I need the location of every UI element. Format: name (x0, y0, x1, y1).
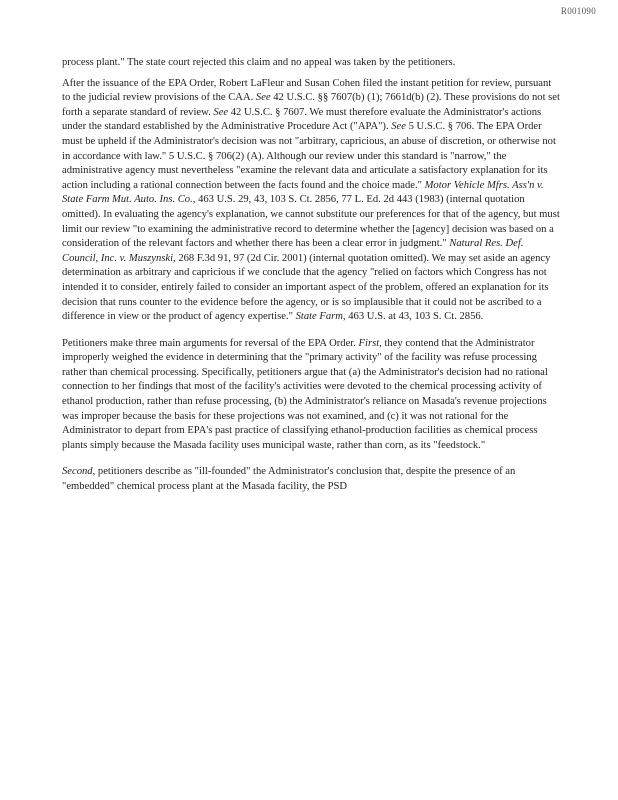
body-text-segment: 42 U.S.C. §§ 7607(b) (1); 7661d(b) (2). These provisions do not set forth a separate standard of review. (62, 92, 560, 118)
body-text-segment: 5 U.S.C. § 706. The EPA Order must be upheld if the Administrator's decision was not "arbitrary, capricious, an abuse of discretion, or otherwise not in accordance with law." 5 U.S.C. § 706(2) (A). Although our review under this standard is "narrow," the administrative agency must nevertheless "examine the relevant data and articulate a satisfactory explanation for its action including a rational connection between the facts found and the choice made." (62, 121, 556, 191)
citation-text: Second (62, 466, 93, 478)
citation-text: Natural Res. Def. Council, Inc. v. Muszynski (62, 238, 524, 264)
document-id: R001090 (560, 6, 596, 16)
paragraph-4 (62, 465, 562, 494)
paragraph-3 (62, 337, 562, 454)
body-text-segment: 42 U.S.C. § 7607. We must therefore evaluate the Administrator's actions under the standard established by the Administrative Procedure Act ("APA"). (62, 106, 542, 133)
body-text-segment: , 268 F.3d 91, 97 (2d Cir. 2001) (internal quotation omitted). We may set aside an agency determination as arbitrary and capricious if we conclude that the agency "relied on factors which Congress has not intended it to consider, entirely failed to consider an important aspect of the problem, offered an explanation for its decision that runs counter to the evidence before the agency, or is so implausible that it could not be ascribed to a difference in view or the product of agency expertise." (62, 252, 551, 323)
citation-text: See (213, 106, 229, 118)
body-text-segment: Petitioners make three main arguments for reversal of the EPA Order. (62, 337, 359, 349)
body-text-segment: , 463 U.S. at 43, 103 S. Ct. 2856. (342, 311, 484, 323)
citation-text: First (358, 337, 380, 349)
citation-text: Motor Vehicle Mfrs. Ass'n v. State Farm Mut. Auto. Ins. Co. (62, 179, 544, 206)
citation-text: See (255, 92, 271, 104)
document-body (62, 56, 562, 503)
citation-text: See (391, 121, 406, 133)
body-text-segment: , they contend that the Administrator improperly weighed the evidence in determining that the "primary activity" of the facility was refuse processing rather than chemical processing. Specifically, petitioners argue that (a) the Administrator's decision had no rational connection to her findings that most of the facility's activities were devoted to the chemical processing activity of ethanol production, rather than refuse processing, (b) the Administrator's reliance on Masada's revenue projections was improper because the basis for these projections was not examined, and (c) it was not rational for the Administrator to depart from EPA's past practice of classifying ethanol-production facilities as chemical process plants simply because the Masada facility uses municipal waste, rather than corn, as its "feedstock." (62, 337, 548, 451)
body-text-segment: , petitioners describe as "ill-founded" the Administrator's conclusion that, despite the presence of an "embedded" chemical process plant at the Masada facility, the PSD (62, 466, 516, 493)
body-text-segment: , 463 U.S. 29, 43, 103 S. Ct. 2856, 77 L. Ed. 2d 443 (1983) (internal quotation omitted). In evaluating the agency's explanation, we cannot substitute our preferences for that of the agency, but must limit our review "to examining the administrative record to determine whether the [agency] decision was based on a consideration of the relevant factors and whether there has been a clear error in judgment." (62, 194, 560, 250)
paragraph-1 (62, 56, 562, 71)
citation-text: State Farm (295, 311, 343, 323)
body-text-segment: After the issuance of the EPA Order, Robert LaFleur and Susan Cohen filed the instant petition for review, pursuant to the judicial review provisions of the CAA. (62, 77, 552, 104)
paragraph-2 (62, 77, 562, 325)
body-text-segment: process plant." The state court rejected this claim and no appeal was taken by the petitioners. (62, 57, 456, 68)
